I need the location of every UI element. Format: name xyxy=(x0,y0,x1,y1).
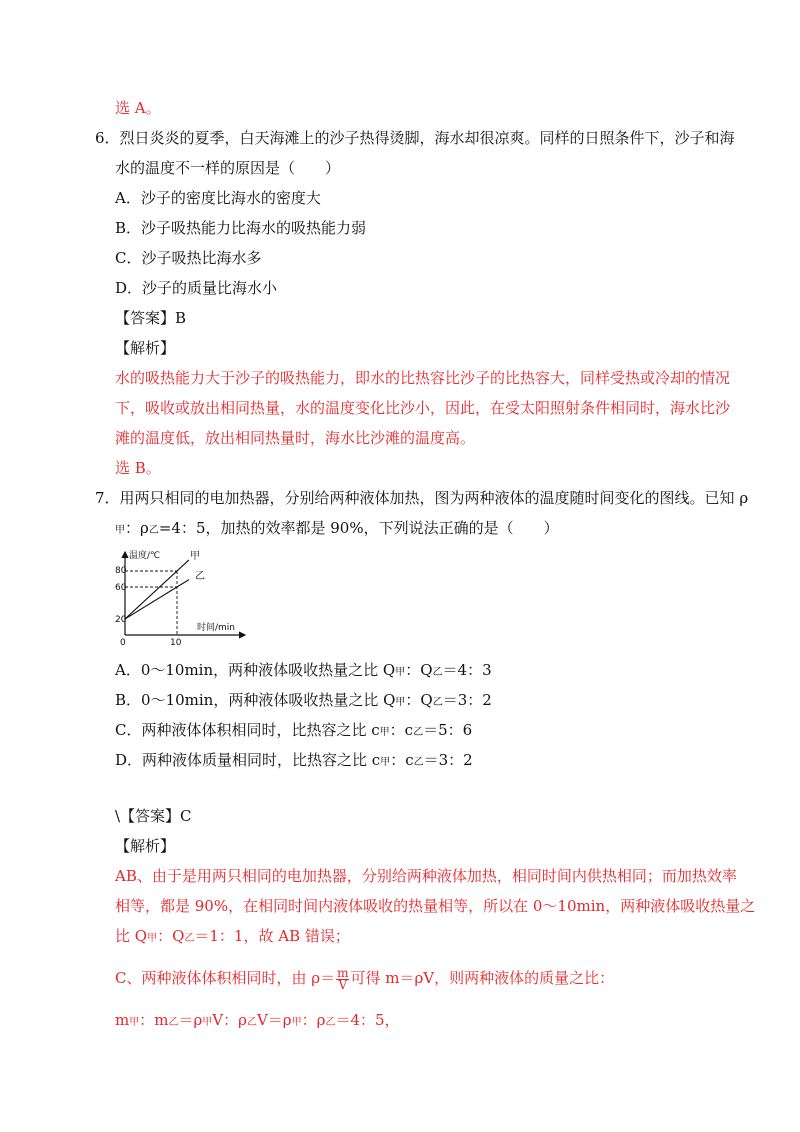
subscript: 乙 xyxy=(184,933,195,944)
text: ：Q xyxy=(405,661,433,679)
text: C．两种液体体积相同时，比热容之比 c xyxy=(115,721,380,739)
text: ：m xyxy=(139,1011,169,1029)
text: D．两种液体质量相同时，比热容之比 c xyxy=(115,751,381,769)
subscript: 甲 xyxy=(395,667,406,678)
numerator: m xyxy=(337,965,349,980)
text: ：Q xyxy=(157,927,185,945)
subscript: 甲 xyxy=(380,757,391,768)
q7-option-c xyxy=(115,720,472,743)
subscript: 乙 xyxy=(432,667,443,678)
q7-explanation-4 xyxy=(115,966,614,991)
text: B．0～10min，两种液体吸收热量之比 Q xyxy=(115,691,396,709)
q7-explanation-3 xyxy=(115,926,350,949)
y-axis-label: 温度/℃ xyxy=(129,551,161,561)
text: ＝5：6 xyxy=(423,721,473,739)
q6-explanation-1: 水的吸热能力大于沙子的吸热能力，即水的比热容比沙子的比热容大，同样受热或冷却的情况 xyxy=(115,369,731,387)
subscript: 甲 xyxy=(115,525,125,536)
y-tick-80: 80 xyxy=(115,566,127,576)
q7-option-b xyxy=(115,690,492,713)
q7-explanation-1: AB、由于是用两只相同的电加热器，分别给两种液体加热，相同时间内供热相同；而加热效率 xyxy=(115,867,737,885)
series-label-yi: 乙 xyxy=(195,571,205,582)
text: ：ρ xyxy=(301,1011,326,1029)
text: ＝4：5， xyxy=(335,1011,400,1029)
subscript: 甲 xyxy=(147,933,158,944)
text: ：c xyxy=(390,751,414,769)
q7-analysis-label: 【解析】 xyxy=(115,837,176,855)
x-axis-label: 时间/min xyxy=(197,623,236,633)
subscript: 乙 xyxy=(325,1017,336,1028)
subscript: 甲 xyxy=(202,1017,213,1028)
q6-option-b: B．沙子吸热能力比海水的吸热能力弱 xyxy=(115,219,367,237)
series-label-jia: 甲 xyxy=(190,551,200,562)
denominator: V xyxy=(338,977,348,992)
y-tick-60: 60 xyxy=(115,583,127,593)
q7-stem-2 xyxy=(115,518,559,541)
subscript: 甲 xyxy=(395,697,406,708)
text: V＝ρ xyxy=(256,1011,292,1029)
text: ＝1：1，故 AB 错误； xyxy=(194,927,350,945)
q6-option-a: A．沙子的密度比海水的密度大 xyxy=(115,189,321,207)
q6-answer: 【答案】B xyxy=(115,309,187,327)
subscript: 甲 xyxy=(291,1017,302,1028)
text: ＝3：2 xyxy=(442,691,492,709)
q6-stem-2: 水的温度不一样的原因是（ ） xyxy=(115,159,341,177)
text: ＝4：3 xyxy=(442,661,492,679)
q6-option-c: C．沙子吸热比海水多 xyxy=(115,249,262,267)
subscript: 乙 xyxy=(148,525,159,536)
text: m xyxy=(115,1011,130,1029)
series-line-0 xyxy=(125,560,189,619)
text: ：Q xyxy=(405,691,433,709)
text: A．0～10min，两种液体吸收热量之比 Q xyxy=(115,661,396,679)
q7-stem-1: 7．用两只相同的电加热器，分别给两种液体加热，图为两种液体的温度随时间变化的图线。已知 ρ xyxy=(95,489,749,507)
text: C、两种液体体积相同时，由 ρ＝ xyxy=(115,969,336,987)
text: V：ρ xyxy=(212,1011,247,1029)
q7-answer: \【答案】C xyxy=(115,807,192,825)
x-tick-0: 0 xyxy=(120,638,126,648)
q7-explanation-2: 相等，都是 90%，在相同时间内液体吸收的热量相等，所以在 0～10min，两种液体吸收热量之 xyxy=(115,897,756,915)
q6-stem-1: 6．烈日炎炎的夏季，白天海滩上的沙子热得烫脚，海水却很凉爽。同样的日照条件下，沙子和海 xyxy=(95,129,735,147)
subscript: 乙 xyxy=(413,757,424,768)
q6-explanation-3: 滩的温度低，放出相同热量时，海水比沙滩的温度高。 xyxy=(115,429,476,447)
subscript: 乙 xyxy=(432,697,443,708)
q6-explanation-2: 下，吸收或放出相同热量，水的温度变化比沙小，因此，在受太阳照射条件相同时，海水比沙 xyxy=(115,399,731,417)
text: ：ρ xyxy=(125,519,149,537)
q6-option-d: D．沙子的质量比海水小 xyxy=(115,279,278,297)
q7-option-d xyxy=(115,750,473,773)
subscript: 甲 xyxy=(129,1017,140,1028)
text: 比 Q xyxy=(115,927,148,945)
y-tick-20: 20 xyxy=(115,615,127,625)
subscript: 乙 xyxy=(246,1017,257,1028)
series-line-1 xyxy=(125,580,189,619)
text: =4：5，加热的效率都是 90%，下列说法正确的是（ ） xyxy=(158,519,559,537)
fraction-m-over-v xyxy=(336,965,349,992)
q7-option-a xyxy=(115,660,492,683)
text: ＝3：2 xyxy=(423,751,473,769)
text: ：c xyxy=(389,721,414,739)
q6-choice: 选 B。 xyxy=(115,459,161,477)
subscript: 甲 xyxy=(379,727,390,738)
subscript: 乙 xyxy=(413,727,424,738)
text: 可得 m＝ρV，则两种液体的质量之比： xyxy=(350,969,615,987)
subscript: 乙 xyxy=(168,1017,179,1028)
q6-analysis-label: 【解析】 xyxy=(115,339,176,357)
text: ＝ρ xyxy=(178,1011,203,1029)
temperature-time-chart xyxy=(115,548,250,648)
choice-q5: 选 A。 xyxy=(115,99,161,117)
x-tick-10: 10 xyxy=(170,638,182,648)
q7-explanation-5 xyxy=(115,1010,400,1033)
